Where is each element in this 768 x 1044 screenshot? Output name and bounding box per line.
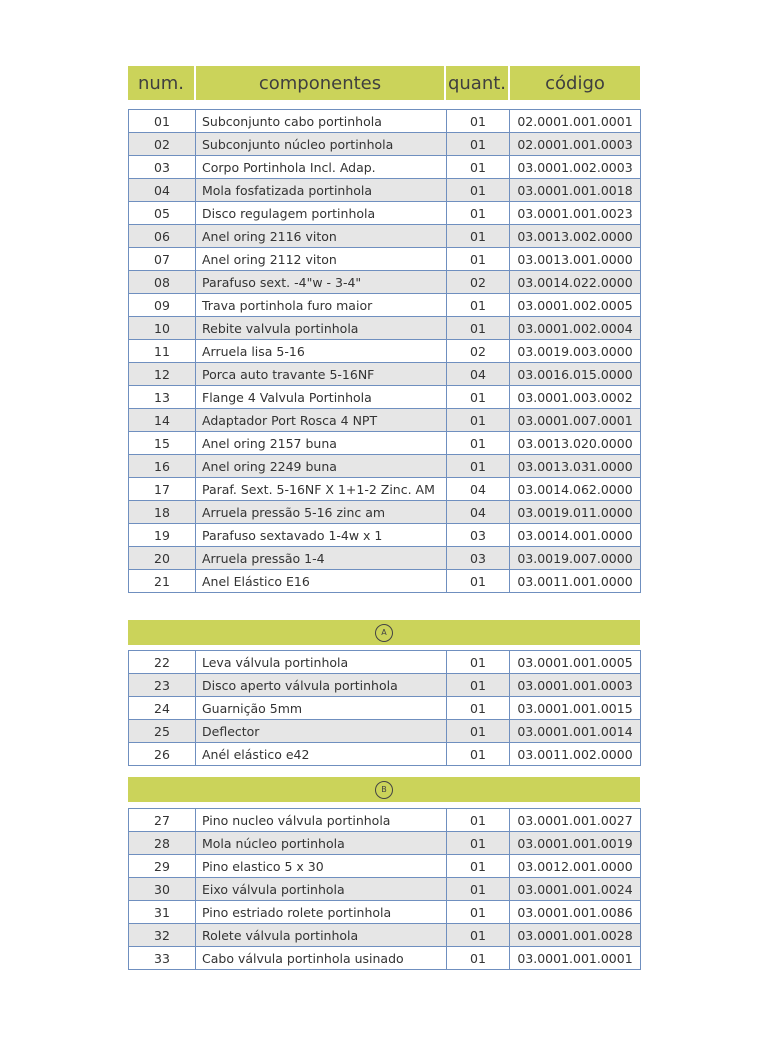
part-number: 11	[129, 340, 196, 363]
table-row	[129, 924, 641, 947]
part-quantity: 01	[447, 225, 510, 248]
part-code: 03.0016.015.0000	[510, 363, 641, 386]
part-code: 03.0001.007.0001	[510, 409, 641, 432]
part-name: Trava portinhola furo maior	[196, 294, 447, 317]
part-name: Deflector	[196, 720, 447, 743]
part-quantity: 01	[447, 924, 510, 947]
part-name: Rebite valvula portinhola	[196, 317, 447, 340]
header-componentes: componentes	[196, 66, 444, 100]
part-number: 27	[129, 809, 196, 832]
section-band-a	[128, 620, 640, 645]
part-quantity: 01	[447, 202, 510, 225]
part-quantity: 01	[447, 743, 510, 766]
part-quantity: 01	[447, 809, 510, 832]
part-quantity: 01	[447, 133, 510, 156]
table-row	[129, 248, 641, 271]
part-quantity: 01	[447, 179, 510, 202]
section-band-b	[128, 777, 640, 802]
part-number: 13	[129, 386, 196, 409]
part-number: 05	[129, 202, 196, 225]
part-quantity: 01	[447, 317, 510, 340]
part-code: 03.0001.001.0014	[510, 720, 641, 743]
part-number: 04	[129, 179, 196, 202]
part-code: 03.0019.003.0000	[510, 340, 641, 363]
part-name: Cabo válvula portinhola usinado	[196, 947, 447, 970]
table-row	[129, 179, 641, 202]
part-code: 03.0001.001.0086	[510, 901, 641, 924]
part-quantity: 01	[447, 674, 510, 697]
table-row	[129, 386, 641, 409]
table-row	[129, 832, 641, 855]
part-quantity: 01	[447, 432, 510, 455]
part-name: Mola núcleo portinhola	[196, 832, 447, 855]
part-name: Adaptador Port Rosca 4 NPT	[196, 409, 447, 432]
part-code: 03.0013.020.0000	[510, 432, 641, 455]
part-quantity: 01	[447, 901, 510, 924]
part-quantity: 01	[447, 409, 510, 432]
table-row	[129, 720, 641, 743]
part-quantity: 01	[447, 156, 510, 179]
table-row	[129, 432, 641, 455]
part-name: Arruela lisa 5-16	[196, 340, 447, 363]
parts-table-b	[128, 808, 641, 970]
table-row	[129, 674, 641, 697]
part-code: 03.0001.001.0023	[510, 202, 641, 225]
part-name: Porca auto travante 5-16NF	[196, 363, 447, 386]
part-quantity: 02	[447, 340, 510, 363]
part-code: 02.0001.001.0001	[510, 110, 641, 133]
part-name: Parafuso sextavado 1-4w x 1	[196, 524, 447, 547]
part-quantity: 01	[447, 455, 510, 478]
part-number: 15	[129, 432, 196, 455]
part-number: 01	[129, 110, 196, 133]
part-number: 03	[129, 156, 196, 179]
part-quantity: 01	[447, 651, 510, 674]
table-row	[129, 340, 641, 363]
part-number: 22	[129, 651, 196, 674]
part-name: Anel Elástico E16	[196, 570, 447, 593]
header-num: num.	[128, 66, 194, 100]
part-number: 29	[129, 855, 196, 878]
table-row	[129, 133, 641, 156]
part-name: Arruela pressão 5-16 zinc am	[196, 501, 447, 524]
part-name: Arruela pressão 1-4	[196, 547, 447, 570]
part-number: 02	[129, 133, 196, 156]
part-number: 26	[129, 743, 196, 766]
part-number: 08	[129, 271, 196, 294]
table-row	[129, 225, 641, 248]
part-code: 02.0001.001.0003	[510, 133, 641, 156]
part-code: 03.0001.002.0004	[510, 317, 641, 340]
part-quantity: 01	[447, 570, 510, 593]
part-code: 03.0019.011.0000	[510, 501, 641, 524]
part-number: 14	[129, 409, 196, 432]
part-name: Paraf. Sext. 5-16NF X 1+1-2 Zinc. AM	[196, 478, 447, 501]
part-code: 03.0001.001.0027	[510, 809, 641, 832]
part-code: 03.0001.001.0019	[510, 832, 641, 855]
part-number: 31	[129, 901, 196, 924]
part-code: 03.0001.001.0015	[510, 697, 641, 720]
part-number: 32	[129, 924, 196, 947]
part-code: 03.0001.001.0024	[510, 878, 641, 901]
table-row	[129, 271, 641, 294]
part-code: 03.0001.001.0005	[510, 651, 641, 674]
part-code: 03.0013.002.0000	[510, 225, 641, 248]
table-row	[129, 294, 641, 317]
part-number: 19	[129, 524, 196, 547]
table-row	[129, 878, 641, 901]
part-quantity: 01	[447, 878, 510, 901]
table-header	[128, 66, 640, 100]
part-quantity: 04	[447, 501, 510, 524]
part-quantity: 03	[447, 547, 510, 570]
part-code: 03.0001.001.0001	[510, 947, 641, 970]
part-quantity: 03	[447, 524, 510, 547]
part-quantity: 04	[447, 363, 510, 386]
part-code: 03.0001.002.0005	[510, 294, 641, 317]
part-number: 12	[129, 363, 196, 386]
part-number: 16	[129, 455, 196, 478]
part-name: Disco regulagem portinhola	[196, 202, 447, 225]
part-number: 07	[129, 248, 196, 271]
table-row	[129, 901, 641, 924]
part-number: 06	[129, 225, 196, 248]
part-number: 30	[129, 878, 196, 901]
part-code: 03.0001.001.0003	[510, 674, 641, 697]
part-name: Pino nucleo válvula portinhola	[196, 809, 447, 832]
part-name: Eixo válvula portinhola	[196, 878, 447, 901]
part-quantity: 01	[447, 386, 510, 409]
part-number: 20	[129, 547, 196, 570]
part-number: 17	[129, 478, 196, 501]
part-name: Leva válvula portinhola	[196, 651, 447, 674]
part-code: 03.0014.001.0000	[510, 524, 641, 547]
part-quantity: 04	[447, 478, 510, 501]
part-quantity: 01	[447, 832, 510, 855]
table-row	[129, 855, 641, 878]
table-row	[129, 478, 641, 501]
table-row	[129, 317, 641, 340]
header-codigo: código	[510, 66, 640, 100]
part-name: Anel oring 2249 buna	[196, 455, 447, 478]
part-name: Anel oring 2157 buna	[196, 432, 447, 455]
table-row	[129, 743, 641, 766]
table-row	[129, 524, 641, 547]
parts-table-main	[128, 109, 641, 593]
table-row	[129, 455, 641, 478]
table-row	[129, 809, 641, 832]
part-number: 21	[129, 570, 196, 593]
part-name: Rolete válvula portinhola	[196, 924, 447, 947]
part-number: 10	[129, 317, 196, 340]
part-number: 24	[129, 697, 196, 720]
table-row	[129, 202, 641, 225]
part-name: Pino elastico 5 x 30	[196, 855, 447, 878]
part-name: Flange 4 Valvula Portinhola	[196, 386, 447, 409]
part-name: Mola fosfatizada portinhola	[196, 179, 447, 202]
part-quantity: 01	[447, 855, 510, 878]
section-a-marker: A	[375, 624, 393, 642]
part-quantity: 01	[447, 947, 510, 970]
part-name: Subconjunto cabo portinhola	[196, 110, 447, 133]
part-quantity: 01	[447, 697, 510, 720]
part-code: 03.0001.001.0018	[510, 179, 641, 202]
part-number: 33	[129, 947, 196, 970]
table-row	[129, 570, 641, 593]
part-code: 03.0001.001.0028	[510, 924, 641, 947]
part-name: Corpo Portinhola Incl. Adap.	[196, 156, 447, 179]
part-quantity: 01	[447, 110, 510, 133]
section-b-marker: B	[375, 781, 393, 799]
part-code: 03.0011.001.0000	[510, 570, 641, 593]
part-code: 03.0001.002.0003	[510, 156, 641, 179]
table-row	[129, 409, 641, 432]
part-number: 25	[129, 720, 196, 743]
table-row	[129, 363, 641, 386]
parts-table-a	[128, 650, 641, 766]
part-quantity: 02	[447, 271, 510, 294]
part-code: 03.0012.001.0000	[510, 855, 641, 878]
part-quantity: 01	[447, 248, 510, 271]
part-name: Pino estriado rolete portinhola	[196, 901, 447, 924]
part-name: Guarnição 5mm	[196, 697, 447, 720]
part-name: Disco aperto válvula portinhola	[196, 674, 447, 697]
part-code: 03.0001.003.0002	[510, 386, 641, 409]
part-code: 03.0019.007.0000	[510, 547, 641, 570]
part-code: 03.0014.022.0000	[510, 271, 641, 294]
part-name: Anel oring 2116 viton	[196, 225, 447, 248]
part-number: 09	[129, 294, 196, 317]
part-name: Parafuso sext. -4"w - 3-4"	[196, 271, 447, 294]
part-name: Anel oring 2112 viton	[196, 248, 447, 271]
table-row	[129, 651, 641, 674]
part-code: 03.0011.002.0000	[510, 743, 641, 766]
table-row	[129, 697, 641, 720]
header-quant: quant.	[446, 66, 508, 100]
part-name: Anél elástico e42	[196, 743, 447, 766]
table-row	[129, 501, 641, 524]
part-code: 03.0014.062.0000	[510, 478, 641, 501]
table-row	[129, 547, 641, 570]
table-row	[129, 947, 641, 970]
part-name: Subconjunto núcleo portinhola	[196, 133, 447, 156]
part-quantity: 01	[447, 720, 510, 743]
part-number: 28	[129, 832, 196, 855]
part-code: 03.0013.001.0000	[510, 248, 641, 271]
part-number: 18	[129, 501, 196, 524]
part-number: 23	[129, 674, 196, 697]
part-quantity: 01	[447, 294, 510, 317]
table-row	[129, 110, 641, 133]
table-row	[129, 156, 641, 179]
part-code: 03.0013.031.0000	[510, 455, 641, 478]
